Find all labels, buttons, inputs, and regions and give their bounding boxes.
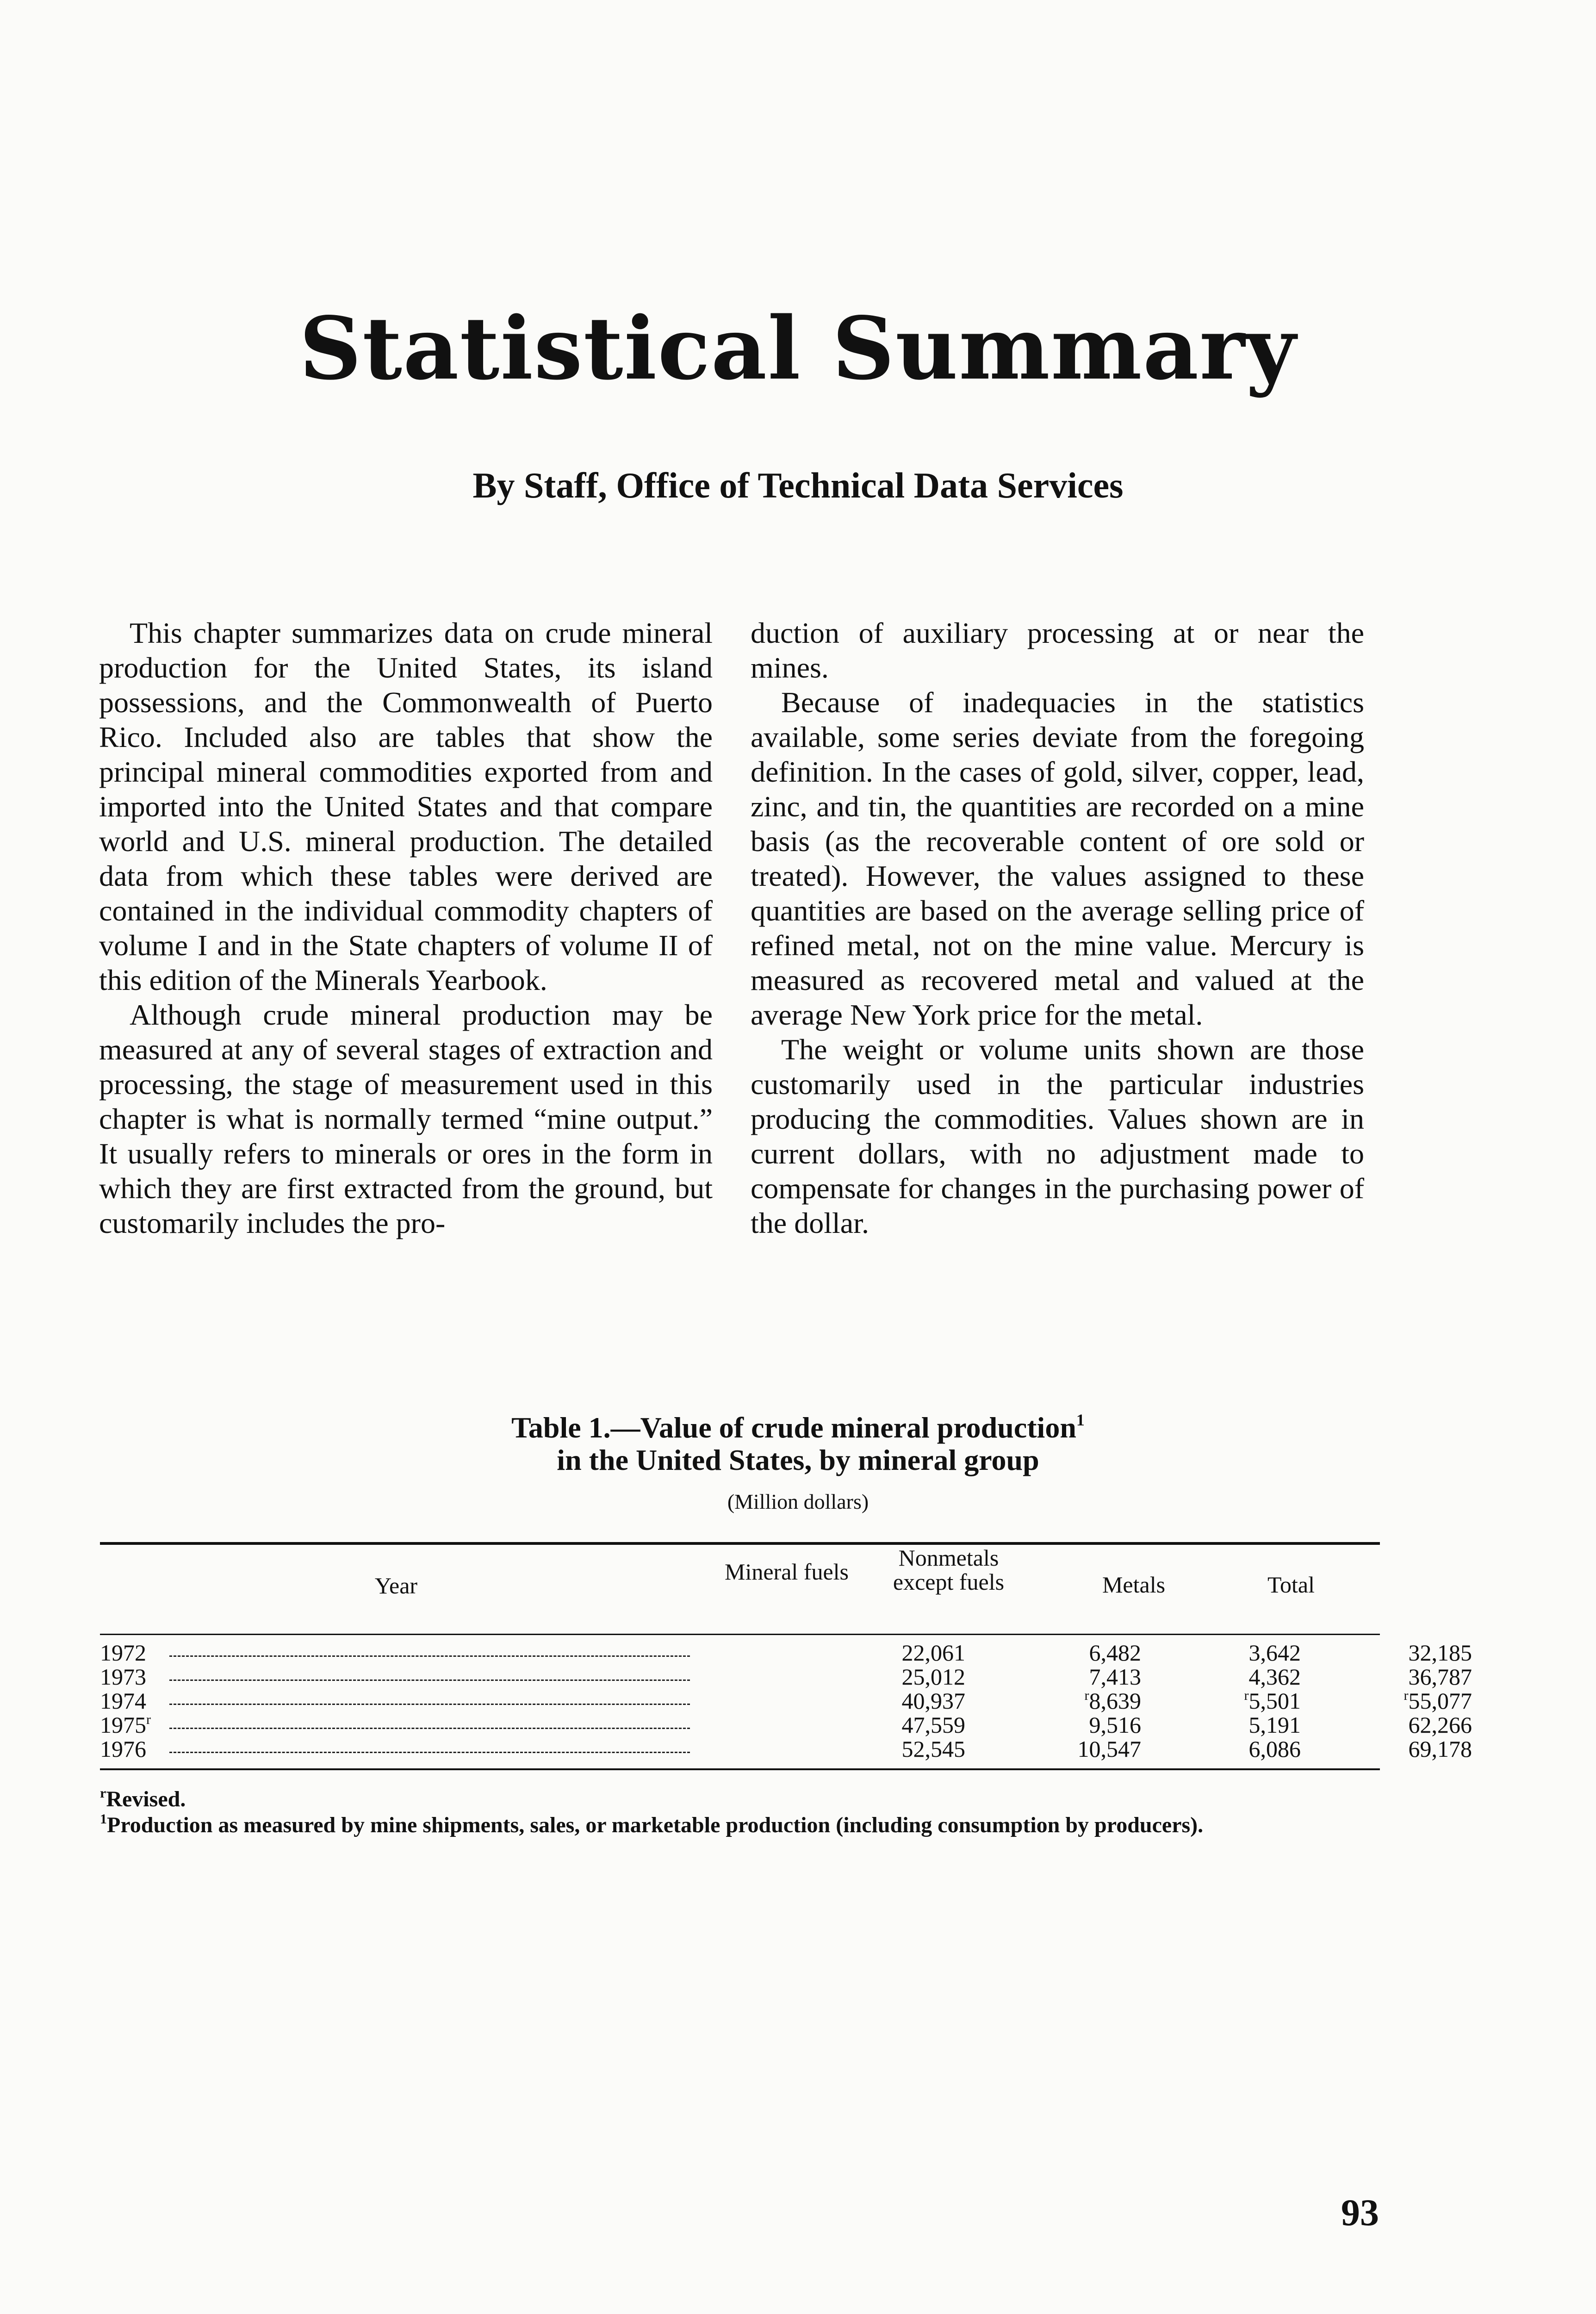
total-cell: 32,185 (1408, 1640, 1472, 1666)
mineral-fuels-cell: 40,937 (901, 1688, 965, 1714)
page-number: 93 (1341, 2191, 1379, 2233)
year-cell: 1974 (100, 1688, 146, 1714)
paragraph: The weight or volume units shown are those customarily used in the particular industries producing the commodities. Values shown are in current dollars, with no adjustment made to compensate for changes in the purchasing power of the dollar. (751, 1033, 1364, 1239)
year-cell: 1972 (100, 1640, 146, 1666)
leader-dots (169, 1680, 690, 1681)
total-cell: $^r$55,077 (1403, 1688, 1472, 1714)
metals-cell: 4,362 (1248, 1664, 1301, 1690)
mineral-fuels-cell: 47,559 (901, 1712, 965, 1738)
footnote-1: $^1$Production as measured by mine shipments, sales, or marketable production (including consumption by producers). (100, 1811, 1204, 1837)
metals-cell: 6,086 (1248, 1736, 1301, 1762)
nonmetals-cell: 6,482 (1089, 1640, 1141, 1666)
year-cell: 1976 (100, 1736, 146, 1762)
mineral-fuels-cell: 52,545 (901, 1736, 965, 1762)
leader-dots (169, 1655, 690, 1657)
page-title: Statistical Summary (299, 298, 1297, 399)
column-header-mineral-fuels: Mineral fuels (725, 1559, 849, 1585)
year-cell: 1973 (100, 1664, 146, 1690)
metals-cell: $^r$5,501 (1244, 1688, 1301, 1714)
table-row (100, 1688, 1472, 1714)
leader-dots (169, 1728, 690, 1729)
table-header-rule (100, 1634, 1380, 1635)
leader-dots (169, 1704, 690, 1705)
leader-dots (169, 1752, 690, 1753)
table-title (0, 1412, 1596, 1476)
column-header-year: Year (374, 1573, 418, 1599)
table-top-rule (100, 1542, 1380, 1545)
paragraph: Because of inadequacies in the statistics available, some series deviate from the foregoing definition. In the cases of gold, silver, copper, lead, zinc, and tin, the quantities are recorded on a mine basis (as the recoverable content of ore sold or treated). However, the values assigned to these quantities are based on the average selling price of refined metal, not on the mine value. Mercury is measured as recovered metal and valued at the average New York price for the metal. (751, 686, 1364, 1031)
footnote-revised: $^r$Revised. (100, 1785, 186, 1811)
mineral-fuels-cell: 25,012 (901, 1664, 965, 1690)
year-cell: 1975$^r$ (100, 1712, 151, 1738)
table-row (100, 1640, 1472, 1666)
paragraph-continuation: duction of auxiliary processing at or near the mines. (751, 616, 1364, 684)
body-column-right (751, 616, 1364, 1240)
nonmetals-cell: $^r$8,639 (1084, 1688, 1141, 1714)
total-cell: 62,266 (1408, 1712, 1472, 1738)
table-bottom-rule (100, 1768, 1380, 1770)
total-cell: 36,787 (1408, 1664, 1472, 1690)
table-row (100, 1736, 1472, 1762)
table-title-line1: Table 1.—Value of crude mineral production (511, 1411, 1076, 1444)
nonmetals-cell: 9,516 (1089, 1712, 1141, 1738)
nonmetals-cell: 7,413 (1089, 1664, 1141, 1690)
column-header-nonmetals: Nonmetals except fuels (893, 1545, 1005, 1595)
paragraph: Although crude mineral production may be measured at any of several stages of extraction and processing, the stage of measurement used in this chapter is what is normally termed “mine output.” It usually refers to minerals or ores in the form in which they are first extracted from the ground, but customarily includes the pro- (99, 998, 713, 1239)
footnote-ref: 1 (1076, 1411, 1085, 1429)
metals-cell: 3,642 (1248, 1640, 1301, 1666)
total-cell: 69,178 (1408, 1736, 1472, 1762)
paragraph: This chapter summarizes data on crude mineral production for the United States, its island possessions, and the Commonwealth of Puerto Rico. Included also are tables that show the principal mineral commodities exported from and imported into the United States and that compare world and U.S. mineral production. The detailed data from which these tables were derived are contained in the individual commodity chapters of volume I and in the State chapters of volume II of this edition of the Minerals Yearbook. (99, 616, 713, 996)
table-unit: (Million dollars) (727, 1490, 869, 1513)
table-title-line2: in the United States, by mineral group (557, 1443, 1039, 1476)
nonmetals-cell: 10,547 (1077, 1736, 1141, 1762)
mineral-fuels-cell: 22,061 (901, 1640, 965, 1666)
column-header-total: Total (1267, 1572, 1315, 1598)
table-row (100, 1712, 1472, 1738)
byline: By Staff, Office of Technical Data Services (472, 465, 1124, 505)
body-column-left (99, 616, 713, 1240)
metals-cell: 5,191 (1248, 1712, 1301, 1738)
table-row (100, 1664, 1472, 1690)
column-header-metals: Metals (1102, 1572, 1166, 1598)
